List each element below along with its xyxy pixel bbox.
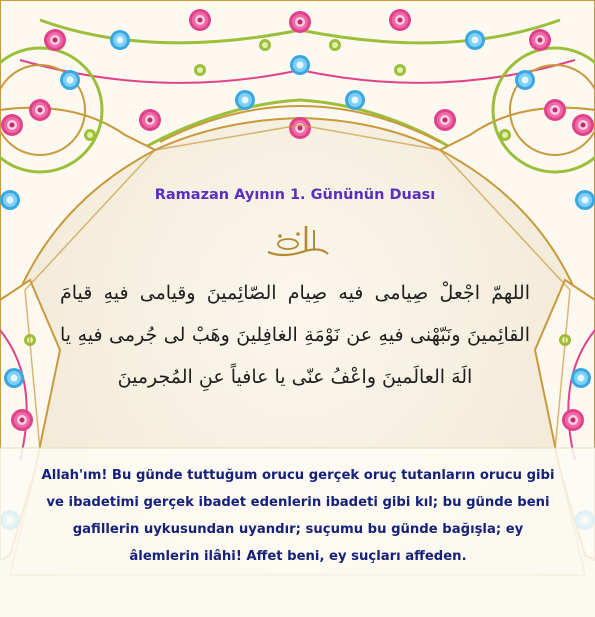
arabic-prayer-text: اللهمّ اجْعلْ صِيامی فيه صِيام الصّائِمينَ وقيامی فيهِ قيامَ القائِمينَ ونَبّهْنی فيهِ عن نَوْمَةِ الغافِلينَ وهَبْ لی جُرمی فيهِ يا الَهَ العالَمينَ واعْفُ عنّی يا عافياً عنِ المُجرمينَ [60, 282, 530, 388]
prayer-title: Ramazan Ayının 1. Gününün Duası [154, 187, 436, 203]
turkish-translation: Allah'ım! Bu günde tuttuğum orucu gerçek oruç tutanların orucu gibi ve ibadetimi gerçek ibadet edenlerin ibadeti gibi kıl; bu günde beni gafillerin uykusundan uyandır; suçumu bu günde bağışla; ey âlemlerin ilâhi! Affet beni, ey suçları affeden. [41, 468, 555, 564]
calligraphy-emblem [262, 222, 334, 262]
